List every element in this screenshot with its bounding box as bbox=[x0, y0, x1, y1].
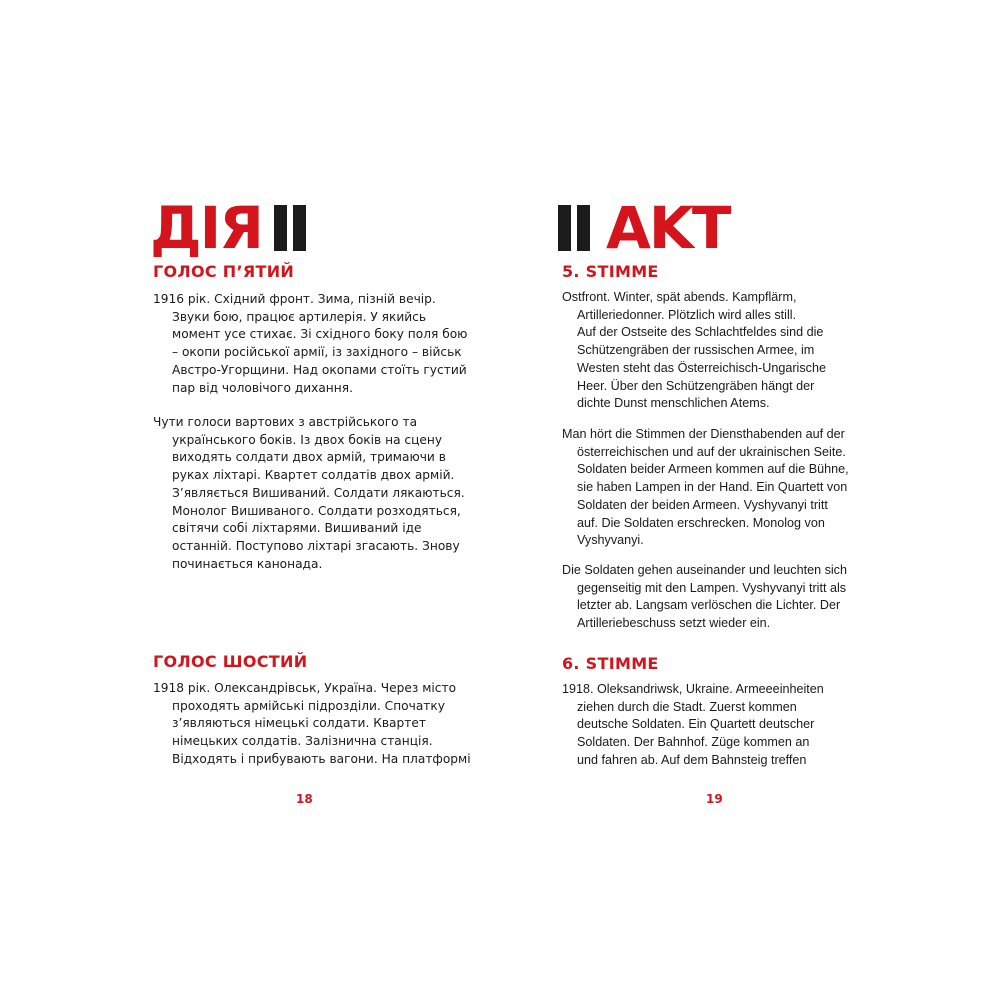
section-heading-stimme-6: 6. STIMME bbox=[562, 654, 659, 673]
paragraph: Die Soldaten gehen auseinander und leuchten sich gegenseitig mit den Lampen. Vyshyvanyi tritt als letzter ab. Langsam verlöschen die Lichter. Der Artilleriebeschuss setzt wieder ein. bbox=[562, 563, 847, 631]
page-number: 19 bbox=[706, 792, 723, 806]
page-number: 18 bbox=[296, 792, 313, 806]
act-title-text: ДІЯ bbox=[150, 194, 262, 262]
paragraph: 1918. Oleksandriwsk, Ukraine. Armeeeinheiten ziehen durch die Stadt. Zuerst kommen deutsche Soldaten. Ein Quartett deutscher Soldaten. Der Bahnhof. Züge kommen an und fahren ab. Auf dem Bahnsteig treffen bbox=[562, 682, 824, 767]
act-title-ukrainian bbox=[150, 194, 312, 262]
paragraph: Man hört die Stimmen der Diensthabenden auf der österreichischen und auf der ukrainischen Seite. Soldaten beider Armeen kommen auf die Bühne, sie haben Lampen in der Hand. Ein Quartett von Soldaten der beiden Armeen. Vyshyvanyi tritt auf. Die Soldaten erschrecken. Monolog von Vyshyvanyi. bbox=[562, 427, 849, 548]
roman-numeral-mark bbox=[274, 198, 312, 258]
roman-numeral-mark bbox=[558, 198, 596, 258]
paragraph: 1918 рік. Олександрівськ, Україна. Через місто проходять армійські підрозділи. Спочатку з’являються німецькі солдати. Квартет німецьких солдатів. Залізнична станція. Відходять і прибувають вагони. На платформі bbox=[153, 681, 471, 766]
section-heading-voice-6: ГОЛОС ШОСТИЙ bbox=[153, 652, 308, 671]
act-title-german bbox=[558, 194, 730, 262]
section-heading-stimme-5: 5. STIMME bbox=[562, 262, 659, 281]
paragraph: 1916 рік. Східний фронт. Зима, пізній вечір. Звуки бою, працює артилерія. У якийсь момент усе стихає. Зі східного боку поля бою – окопи російської армії, із західного – військ Австро-Угорщини. Над окопами стоїть густий пар від чоловічого дихання. bbox=[153, 292, 468, 395]
paragraph: Ostfront. Winter, spät abends. Kampflärm, Artilleriedonner. Plötzlich wird alles still. Auf der Ostseite des Schlachtfeldes sind die Schützengräben der russischen Armee, im Westen steht das Österreichisch-Ungarische Heer. Über den Schützengräben hängt der dichte Dunst menschlichen Atems. bbox=[562, 290, 826, 411]
right-page bbox=[500, 0, 1000, 1000]
act-title-text: AKT bbox=[606, 194, 730, 262]
section-heading-voice-5: ГОЛОС П’ЯТИЙ bbox=[153, 262, 295, 281]
paragraph: Чути голоси вартових з австрійського та українського боків. Із двох боків на сцену виходять солдати двох армій, тримаючи в руках ліхтарі. Квартет солдатів двох армій. З’являється Вишиваний. Солдати лякаються. Монолог Вишиваного. Солдати розходяться, світячи собі ліхтарями. Вишиваний іде останній. Поступово ліхтарі згасають. Знову починається канонада. bbox=[153, 415, 465, 571]
